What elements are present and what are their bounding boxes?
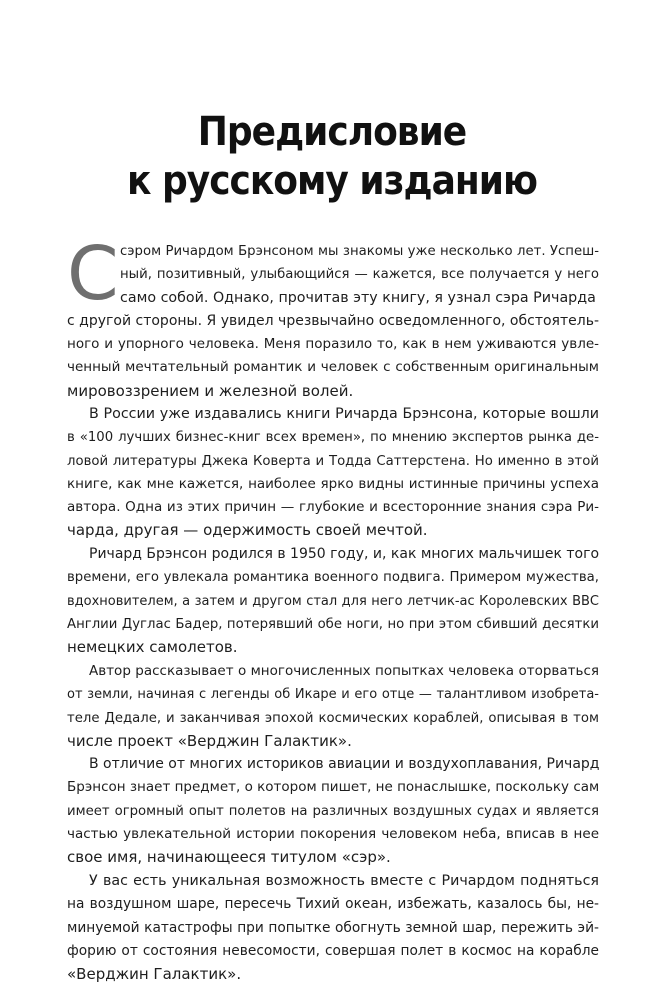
paragraph-line: У вас есть уникальная возможность вместе с Ричардом подняться xyxy=(89,873,599,889)
paragraph-line: немецких самолетов. xyxy=(67,638,238,657)
paragraph-line: от земли, начиная с легенды об Икаре и его отце — талантливом изобрета- xyxy=(67,687,599,703)
title-line-1: Предисловие xyxy=(197,109,467,155)
paragraph-1 xyxy=(67,231,599,403)
paragraph-line: сэром Ричардом Брэнсоном мы знакомы уже несколько лет. Успеш- xyxy=(120,244,599,259)
paragraph-5 xyxy=(67,753,599,869)
paragraph-line: В России уже издавались книги Ричарда Брэнсона, которые вошли xyxy=(89,406,599,422)
paragraph-line: минуемой катастрофы при попытке обогнуть земной шар, пережить эй- xyxy=(67,919,599,936)
page-title xyxy=(0,108,664,206)
paragraph-line: Англии Дуглас Бадер, потерявший обе ноги, но при этом сбивший десятки xyxy=(67,616,599,632)
paragraph-line: вдохновителем, а затем и другом стал для него летчик-ас Королевских ВВС xyxy=(67,593,599,609)
paragraph-line: Брэнсон знает предмет, о котором пишет, не понаслышке, поскольку сам xyxy=(67,779,600,796)
title-line-2: к русскому изданию xyxy=(127,158,537,204)
paragraph-line: форию от состояния невесомости, совершая полет в космос на корабле xyxy=(67,942,599,959)
paragraph-3 xyxy=(67,543,599,659)
paragraph-line: теле Дедале, и заканчивая эпохой космических кораблей, описывая в том xyxy=(67,710,599,726)
paragraph-line: ченный мечтательный романтик и человек с собственным оригинальным xyxy=(67,359,599,376)
paragraph-2 xyxy=(67,403,599,543)
paragraph-line: в «100 лучших бизнес-книг всех времен», по мнению экспертов рынка де- xyxy=(67,430,599,446)
paragraph-line: ный, позитивный, улыбающийся — кажется, все получается у него xyxy=(120,267,599,283)
paragraph-4 xyxy=(67,660,599,753)
paragraph-line: времени, его увлекала романтика военного подвига. Примером мужества, xyxy=(67,570,599,586)
paragraph-line: «Верджин Галактик». xyxy=(67,965,242,984)
paragraph-line: само собой. Однако, прочитав эту книгу, я узнал сэра Ричарда xyxy=(120,289,596,306)
paragraph-6 xyxy=(67,870,599,986)
paragraph-line: книге, как мне кажется, наиболее ярко видны истинные причины успеха xyxy=(67,475,599,492)
paragraph-line: ного и упорного человека. Меня поразило то, как в нем уживаются увле- xyxy=(67,336,599,353)
paragraph-line: имеет огромный опыт полетов на различных воздушных судах и является xyxy=(67,803,599,819)
paragraph-line: частью увлекательной истории покорения человеком неба, вписав в нее xyxy=(67,825,599,842)
paragraph-line: свое имя, начинающееся титулом «сэр». xyxy=(67,848,391,867)
paragraph-line: ловой литературы Джека Коверта и Тодда Саттерстена. Но именно в этой xyxy=(67,453,599,469)
paragraph-line: числе проект «Верджин Галактик». xyxy=(67,731,352,750)
paragraph-line: мировоззрением и железной волей. xyxy=(67,381,354,400)
paragraph-line: на воздушном шаре, пересечь Тихий океан, избежать, казалось бы, не- xyxy=(67,896,599,913)
paragraph-line: автора. Одна из этих причин — глубокие и всесторонние знания сэра Ри- xyxy=(67,499,599,516)
drop-cap: С xyxy=(67,231,119,317)
paragraph-line: с другой стороны. Я увидел чрезвычайно осведомленного, обстоятель- xyxy=(67,312,599,329)
paragraph-line: В отличие от многих историков авиации и воздухоплавания, Ричард xyxy=(89,756,600,772)
paragraph-line: чарда, другая — одержимость своей мечтой. xyxy=(67,521,428,540)
paragraph-line: Автор рассказывает о многочисленных попытках человека оторваться xyxy=(89,663,599,679)
paragraph-line: Ричард Брэнсон родился в 1950 году, и, как многих мальчишек того xyxy=(89,546,600,562)
